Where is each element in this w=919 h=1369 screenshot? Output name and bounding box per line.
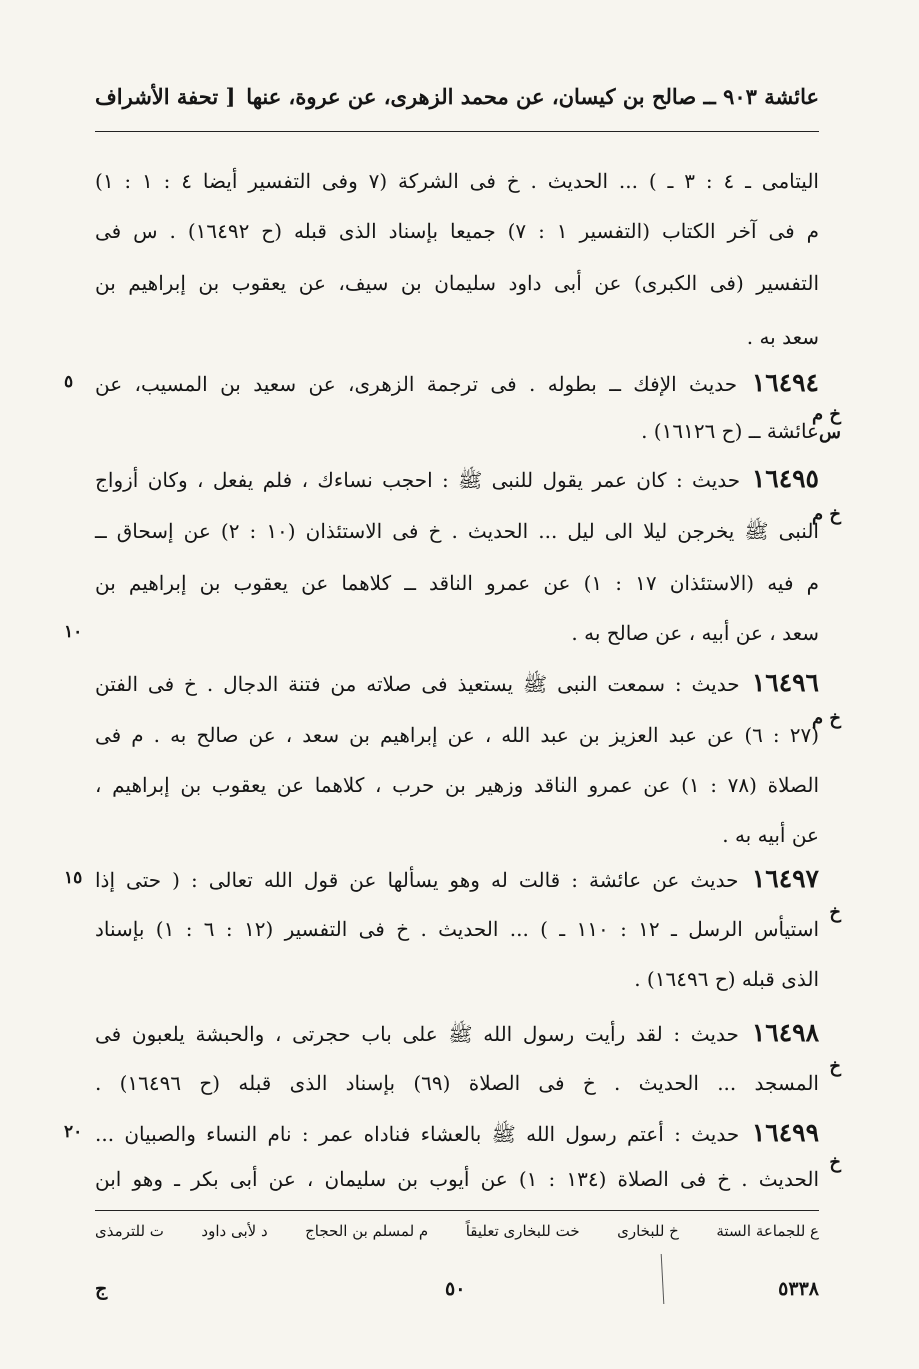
text-line [95,268,819,298]
text-line [95,568,819,598]
hadith-number: ١٦٤٩٧ [738,864,819,893]
line-text: الذى قبله (ح ١٦٤٩٦) . [634,967,819,991]
line-number: ١٥ [64,868,83,888]
margin-sigla: خ [829,1056,841,1077]
line-text: سعد به . [746,325,819,349]
line-text: حديث : سمعت النبى ﷺ يستعيذ فى صلاته من فتنة الدجال . خ فى الفتن [95,672,740,696]
text-line [95,216,819,246]
hadith-number: ١٦٤٩٦ [739,668,819,697]
hadith-number: ١٦٤٩٥ [740,464,819,493]
hadith-entry-line [95,464,819,495]
line-number: ٢٠ [64,1122,83,1142]
text-line [95,770,819,800]
text-line [95,720,819,750]
line-text: حديث : لقد رأيت رسول الله ﷺ على باب حجرتى ، والحبشة يلعبون فى [95,1022,739,1046]
margin-sigla: خ [829,1152,841,1173]
header-book-title: [ تحفة الأشراف [95,84,236,109]
running-header [95,84,819,124]
hadith-number: ١٦٤٩٨ [738,1018,819,1047]
line-number: ٥ [64,372,74,392]
line-text: التفسير (فى الكبرى) عن أبى داود سليمان بن سيف، عن يعقوب بن إبراهيم بن [95,271,819,295]
sigla-legend [95,1222,819,1240]
page-serial: ٥٣٣٨ [778,1278,819,1300]
line-text: حديث عن عائشة : قالت له وهو يسألها عن قول الله تعالى : ( حتى إذا [95,868,739,892]
line-text: الحديث . خ فى الصلاة (١٣٤ : ١) عن أيوب بن سليمان ، عن أبى بكر ـ وهو ابن [95,1167,820,1191]
legend-item: م لمسلم بن الحجاج [305,1222,429,1240]
line-text: م فيه (الاستئذان ١٧ : ١) عن عمرو الناقد ــ كلاهما عن يعقوب بن إبراهيم بن [95,571,820,595]
hadith-number: ١٦٤٩٤ [737,368,819,397]
legend-item: ت للترمذى [95,1222,164,1240]
hadith-entry-line [95,668,819,699]
margin-stroke [661,1254,665,1304]
line-text: استيأس الرسل ـ ١٢ : ١١٠ ـ ) ... الحديث . خ فى التفسير (١٢ : ٦ : ١) بإسناد [95,917,820,941]
legend-item: خ للبخارى [617,1222,679,1240]
margin-sigla: خ [829,902,841,923]
text-line [95,322,819,352]
page-number: ٥٠ [445,1278,466,1300]
line-text: عائشة ــ (ح ١٦١٢٦) . [641,419,819,443]
text-line [95,166,819,196]
legend-item: د لأبى داود [201,1222,268,1240]
line-text: حديث : أعتم رسول الله ﷺ بالعشاء فناداه عمر : نام النساء والصبيان ... [95,1122,740,1146]
line-text: م فى آخر الكتاب (التفسير ١ : ٧) جميعا بإسناد الذى قبله (ح ١٦٤٩٢) . س فى [95,219,819,243]
volume-signature: ج [95,1278,108,1300]
hadith-number: ١٦٤٩٩ [739,1118,819,1147]
hadith-entry-line [95,1118,819,1149]
text-line [95,914,819,944]
text-line [95,416,819,446]
line-text: الصلاة (٧٨ : ١) عن عمرو الناقد وزهير بن حرب ، كلاهما عن يعقوب بن إبراهيم ، [95,773,820,797]
text-line [95,1068,819,1098]
margin-sigla: خ م س [811,404,841,443]
hadith-entry-line [95,1018,819,1049]
text-line [95,820,819,850]
text-line [95,964,819,994]
text-line [95,1164,819,1194]
line-text: (٢٧ : ٦) عن عبد العزيز بن عبد الله ، عن إبراهيم بن سعد ، عن صالح به . م فى [95,723,819,747]
margin-sigla: خ م [811,504,841,525]
header-rule [95,131,819,132]
header-title: عائشة ٩٠٣ ــ صالح بن كيسان، عن محمد الزهرى، عن عروة، عنها [246,84,819,109]
line-text: حديث الإفك ــ بطوله . فى ترجمة الزهرى، عن سعيد بن المسيب، عن [95,372,738,396]
line-number: ١٠ [64,622,83,642]
hadith-entry-line [95,864,819,895]
line-text: النبى ﷺ يخرجن ليلا الى ليل ... الحديث . خ فى الاستئذان (١٠ : ٢) عن إسحاق ــ [95,519,819,543]
text-line [95,618,819,648]
hadith-entry-line [95,368,819,399]
text-line [95,516,819,546]
line-text: اليتامى ـ ٤ : ٣ ـ ) ... الحديث . خ فى الشركة (٧ وفى التفسير أيضا ٤ : ١ : ١) [95,169,819,193]
legend-item: خت للبخارى تعليقاً [465,1222,580,1240]
footnote-rule [95,1210,819,1211]
line-text: المسجد ... الحديث . خ فى الصلاة (٦٩) بإسناد الذى قبله (ح ١٦٤٩٦) . [95,1071,819,1095]
legend-item: ع للجماعة الستة [716,1222,819,1240]
line-text: حديث : كان عمر يقول للنبى ﷺ : احجب نساءك ، فلم يفعل ، وكان أزواج [95,468,741,492]
line-text: عن أبيه به . [722,823,819,847]
line-text: سعد ، عن أبيه ، عن صالح به . [571,621,819,645]
margin-sigla: خ م [811,708,841,729]
